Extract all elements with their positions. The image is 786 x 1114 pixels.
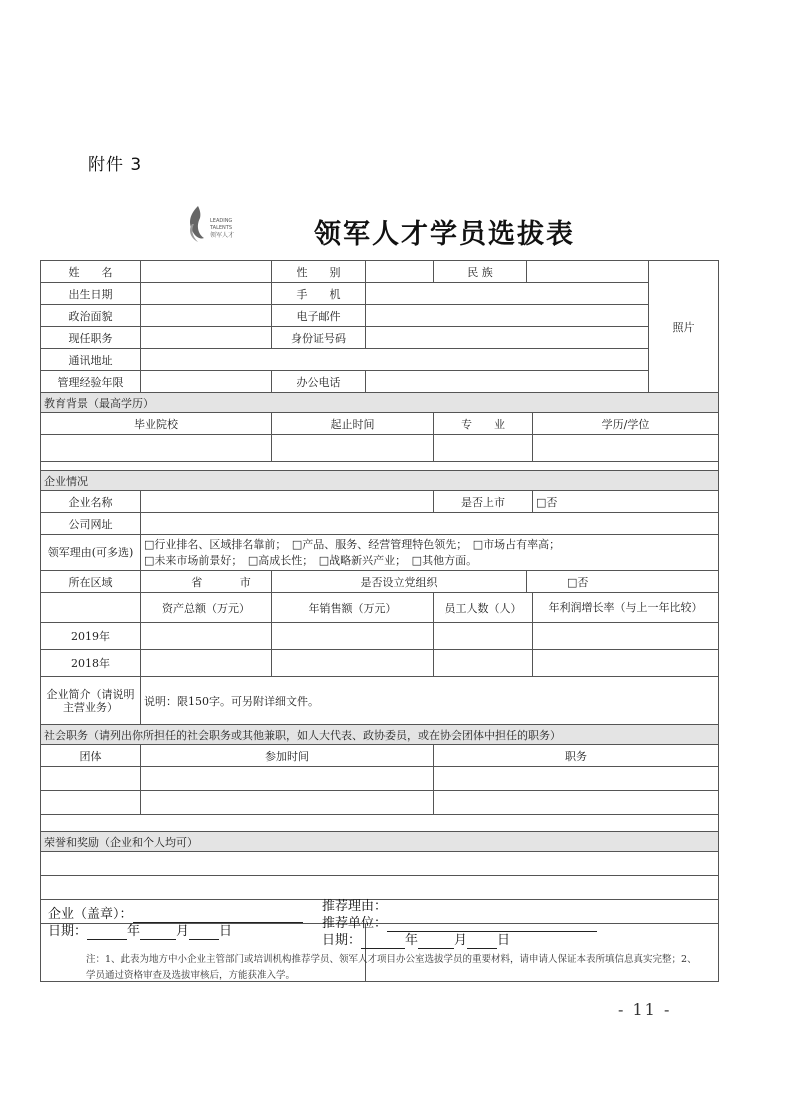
political-label: 政治面貌	[41, 305, 141, 327]
party-label: 是否设立党组织	[272, 571, 527, 593]
fin-col-sales: 年销售额（万元）	[272, 593, 434, 623]
recommend-year-field[interactable]	[361, 936, 405, 949]
website-label: 公司网址	[41, 513, 141, 535]
attachment-label: 附件 3	[88, 155, 143, 175]
recommend-day-label: 日	[497, 933, 511, 948]
fin-empty-header	[41, 593, 141, 623]
social-time-field-1[interactable]	[141, 767, 434, 791]
enterprise-section-header: 企业情况	[41, 471, 719, 491]
id-number-field[interactable]	[366, 327, 649, 349]
birth-field[interactable]	[141, 283, 272, 305]
recommend-month-label: 月	[454, 933, 468, 948]
education-section-header: 教育背景（最高学历）	[41, 393, 719, 413]
company-date-label: 日期：	[48, 924, 88, 939]
social-col-role: 职务	[434, 745, 719, 767]
social-col-group: 团体	[41, 745, 141, 767]
recommend-unit-label: 推荐单位：	[322, 916, 388, 931]
ethnicity-label: 民 族	[434, 261, 527, 283]
profit-2019-field[interactable]	[533, 623, 719, 650]
logo-line1: LEADING	[210, 218, 233, 224]
assets-2019-field[interactable]	[141, 623, 272, 650]
social-time-field-2[interactable]	[141, 791, 434, 815]
logo-line2: TALENTS	[210, 225, 232, 231]
mgmt-years-label: 管理经验年限	[41, 371, 141, 393]
name-field[interactable]	[141, 261, 272, 283]
employees-2019-field[interactable]	[434, 623, 533, 650]
address-field[interactable]	[141, 349, 649, 371]
name-label: 姓 名	[41, 261, 141, 283]
mgmt-years-field[interactable]	[141, 371, 272, 393]
recommend-year-label: 年	[405, 933, 419, 948]
company-seal-label: 企业（盖章）：	[48, 907, 133, 922]
political-field[interactable]	[141, 305, 272, 327]
social-group-field-2[interactable]	[41, 791, 141, 815]
footnote: 注：1、此表为地方中小企业主管部门或培训机构推荐学员、领军人才项目办公室选拔学员的重要材料，请申请人保证本表所填信息真实完整；2、学员通过资格审查及选拔审核后，方能获准入学。	[86, 954, 697, 981]
social-spacer	[41, 815, 719, 832]
edu-period-field[interactable]	[272, 435, 434, 462]
phone-field[interactable]	[366, 283, 649, 305]
honors-field-1[interactable]	[41, 852, 719, 876]
selection-form-table	[40, 260, 719, 982]
social-role-field-2[interactable]	[434, 791, 719, 815]
company-year-label: 年	[127, 924, 141, 939]
social-role-field-1[interactable]	[434, 767, 719, 791]
sales-2019-field[interactable]	[272, 623, 434, 650]
company-seal-block	[48, 906, 303, 940]
honors-section-header: 荣誉和奖励（企业和个人均可）	[41, 832, 719, 852]
social-col-time: 参加时间	[141, 745, 434, 767]
logo-line3: 领军人才	[210, 232, 235, 239]
edu-col-school: 毕业院校	[41, 413, 272, 435]
office-phone-field[interactable]	[366, 371, 649, 393]
intro-field[interactable]: 说明：限150字。可另附详细文件。	[141, 677, 719, 725]
social-group-field-1[interactable]	[41, 767, 141, 791]
position-label: 现任职务	[41, 327, 141, 349]
company-year-field[interactable]	[87, 927, 127, 940]
company-month-label: 月	[176, 924, 190, 939]
fin-col-profit-growth: 年利润增长率（与上一年比较）	[533, 593, 719, 623]
region-label: 所在区域	[41, 571, 141, 593]
company-month-field[interactable]	[140, 927, 176, 940]
form-title: 领军人才学员选拔表	[314, 219, 575, 250]
email-field[interactable]	[366, 305, 649, 327]
recommend-unit-line[interactable]	[387, 919, 597, 932]
edu-col-degree: 学历/学位	[533, 413, 719, 435]
position-field[interactable]	[141, 327, 272, 349]
social-section-header: 社会职务（请列出你所担任的社会职务或其他兼职，如人大代表、政协委员，或在协会团体中担任的职务）	[41, 725, 719, 745]
edu-school-field[interactable]	[41, 435, 272, 462]
honors-field-2[interactable]	[41, 876, 719, 900]
page-number: - 11 -	[618, 1000, 672, 1019]
city-label: 市	[239, 575, 251, 589]
fin-col-assets: 资产总额（万元）	[141, 593, 272, 623]
profit-2018-field[interactable]	[533, 650, 719, 677]
spacer	[41, 462, 719, 471]
province-label: 省	[191, 575, 203, 589]
listed-no-checkbox[interactable]: □否	[533, 491, 719, 513]
company-day-field[interactable]	[189, 927, 219, 940]
website-field[interactable]	[141, 513, 719, 535]
edu-degree-field[interactable]	[533, 435, 719, 462]
sales-2018-field[interactable]	[272, 650, 434, 677]
employees-2018-field[interactable]	[434, 650, 533, 677]
company-seal-line[interactable]	[133, 910, 303, 923]
listed-label: 是否上市	[434, 491, 533, 513]
intro-label: 企业简介（请说明主营业务）	[41, 677, 141, 725]
id-number-label: 身份证号码	[272, 327, 366, 349]
year-2018-label: 2018年	[41, 650, 141, 677]
assets-2018-field[interactable]	[141, 650, 272, 677]
ethnicity-field[interactable]	[527, 261, 649, 283]
recommender-block	[322, 898, 597, 949]
region-field[interactable]	[141, 571, 272, 593]
flame-logo-icon	[186, 204, 208, 244]
leading-talents-logo	[186, 204, 256, 244]
email-label: 电子邮件	[272, 305, 366, 327]
recommend-month-field[interactable]	[418, 936, 454, 949]
reason-options-line2[interactable]: □未来市场前景好； □高成长性； □战略新兴产业； □其他方面。	[144, 553, 478, 567]
party-no-checkbox[interactable]: □否	[527, 571, 719, 593]
edu-major-field[interactable]	[434, 435, 533, 462]
recommend-reason-label: 推荐理由：	[322, 899, 388, 914]
recommend-date-label: 日期：	[322, 933, 362, 948]
edu-col-period: 起止时间	[272, 413, 434, 435]
edu-col-major: 专 业	[434, 413, 533, 435]
company-name-label: 企业名称	[41, 491, 141, 513]
year-2019-label: 2019年	[41, 623, 141, 650]
phone-label: 手 机	[272, 283, 366, 305]
birth-label: 出生日期	[41, 283, 141, 305]
recommend-day-field[interactable]	[467, 936, 497, 949]
fin-col-employees: 员工人数（人）	[434, 593, 533, 623]
company-name-field[interactable]	[141, 491, 434, 513]
reason-options-line1[interactable]: □行业排名、区域排名靠前； □产品、服务、经营管理特色领先； □市场占有率高；	[144, 537, 561, 551]
gender-label: 性 别	[272, 261, 366, 283]
office-phone-label: 办公电话	[272, 371, 366, 393]
photo-box[interactable]: 照片	[649, 261, 719, 393]
company-day-label: 日	[219, 924, 233, 939]
reason-label: 领军理由(可多选)	[41, 535, 141, 571]
address-label: 通讯地址	[41, 349, 141, 371]
gender-field[interactable]	[366, 261, 434, 283]
